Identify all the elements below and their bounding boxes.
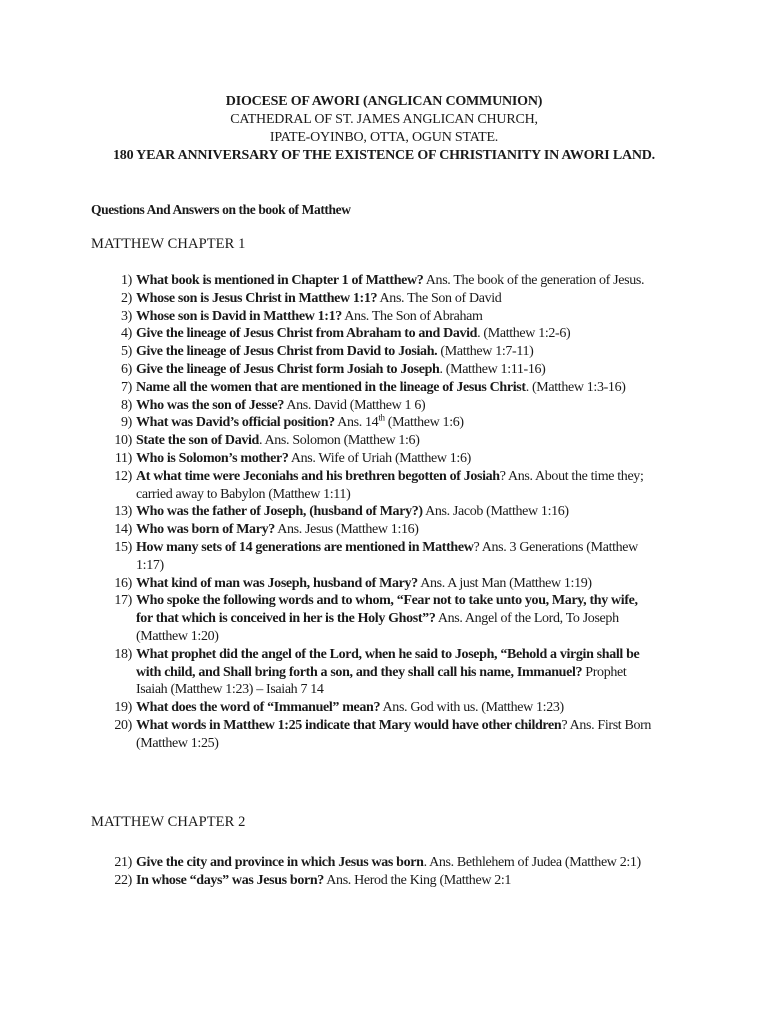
question-text xyxy=(136,592,656,645)
question-item xyxy=(0,432,768,450)
answer-text: . Ans. Bethlehem of Judea (Matthew 2:1) xyxy=(423,855,641,870)
ordinal-suffix: th xyxy=(378,412,385,423)
question-prompt: In whose “days” was Jesus born? xyxy=(136,872,324,888)
question-text xyxy=(136,290,656,308)
question-text xyxy=(136,539,656,575)
question-prompt: What kind of man was Joseph, husband of Mary? xyxy=(136,575,418,591)
question-item xyxy=(0,872,768,890)
question-prompt: Who was the son of Jesse? xyxy=(136,397,284,413)
answer-text: Ans. Herod the King (Matthew 2:1 xyxy=(323,872,512,888)
question-item xyxy=(0,699,768,717)
question-prompt: How many sets of 14 generations are mentioned in Matthew xyxy=(136,539,474,555)
question-item xyxy=(0,450,768,468)
answer-text: Prophet Isaiah (Matthew 1:23) – Isaiah 7 14 xyxy=(136,664,627,698)
question-text xyxy=(136,379,656,397)
question-number: 16) xyxy=(114,575,132,591)
question-text xyxy=(136,872,656,890)
answer-text: . Ans. Solomon (Matthew 1:6) xyxy=(258,433,420,449)
answer-text: . (Matthew 1:3-16) xyxy=(525,379,626,395)
question-text xyxy=(136,343,656,361)
chapter-2-heading: MATTHEW CHAPTER 2 xyxy=(91,814,246,830)
answer-text: . (Matthew 1:11-16) xyxy=(439,361,546,377)
question-number: 4) xyxy=(121,326,132,342)
question-item xyxy=(0,503,768,521)
answer-text: Ans. A just Man (Matthew 1:19) xyxy=(417,575,592,591)
question-item xyxy=(0,272,768,290)
question-item xyxy=(0,343,768,361)
document-subtitle: Questions And Answers on the book of Matthew xyxy=(91,202,351,217)
question-number: 18) xyxy=(114,646,132,662)
question-item xyxy=(0,717,768,753)
question-prompt: What was David’s official position? xyxy=(136,415,335,431)
question-number: 17) xyxy=(114,593,132,609)
question-text xyxy=(136,397,656,415)
chapter-1-question-list xyxy=(0,272,768,753)
question-text xyxy=(136,414,656,432)
answer-text: Ans. The book of the generation of Jesus. xyxy=(423,273,645,288)
answer-text: Ans. The Son of Abraham xyxy=(341,308,483,324)
question-prompt: Give the lineage of Jesus Christ from Abraham to and David xyxy=(136,326,478,342)
question-text xyxy=(136,503,656,521)
question-item xyxy=(0,854,768,872)
answer-reference: (Matthew 1:6) xyxy=(384,415,464,431)
question-prompt: Who spoke the following words and to whom, “Fear not to take unto you, Mary, thy wife, for that which is conceived in her is the Holy Ghost”? xyxy=(136,593,638,627)
question-text xyxy=(136,325,656,343)
question-number: 15) xyxy=(114,539,132,555)
question-item xyxy=(0,325,768,343)
question-number: 19) xyxy=(114,700,132,716)
question-item xyxy=(0,290,768,308)
question-prompt: Give the lineage of Jesus Christ form Josiah to Joseph xyxy=(136,361,440,377)
question-text xyxy=(136,854,656,872)
question-number: 3) xyxy=(121,308,132,324)
answer-text: ? Ans. 3 Generations (Matthew 1:17) xyxy=(136,539,638,573)
question-number: 10) xyxy=(114,433,132,449)
question-item xyxy=(0,539,768,575)
question-item xyxy=(0,414,768,432)
question-prompt: What does the word of “Immanuel” mean? xyxy=(136,700,381,716)
question-item xyxy=(0,468,768,504)
question-prompt: What words in Matthew 1:25 indicate that Mary would have other children xyxy=(136,717,562,733)
question-number: 11) xyxy=(114,450,132,466)
question-prompt: State the son of David xyxy=(136,433,259,449)
question-item xyxy=(0,646,768,699)
anniversary-title: 180 YEAR ANNIVERSARY OF THE EXISTENCE OF CHRISTIANITY IN AWORI LAND. xyxy=(113,148,655,163)
answer-text: Ans. Wife of Uriah (Matthew 1:6) xyxy=(288,450,471,466)
question-text xyxy=(136,521,656,539)
question-number: 20) xyxy=(114,717,132,733)
question-number: 5) xyxy=(121,344,132,360)
church-address: IPATE-OYINBO, OTTA, OGUN STATE. xyxy=(269,130,499,145)
question-number: 6) xyxy=(121,361,132,377)
question-item xyxy=(0,592,768,645)
document-header xyxy=(80,93,688,165)
question-number: 9) xyxy=(121,415,132,431)
question-text xyxy=(136,308,656,326)
question-item xyxy=(0,575,768,593)
question-item xyxy=(0,361,768,379)
cathedral-name: CATHEDRAL OF ST. JAMES ANGLICAN CHURCH, xyxy=(230,112,538,127)
question-number: 13) xyxy=(114,504,132,520)
question-text xyxy=(136,450,656,468)
question-number: 22) xyxy=(114,872,132,888)
question-text xyxy=(136,717,656,753)
question-prompt: Name all the women that are mentioned in the lineage of Jesus Christ xyxy=(136,379,526,395)
question-text xyxy=(136,468,656,504)
answer-text: (Matthew 1:7-11) xyxy=(437,344,534,360)
question-prompt: Give the lineage of Jesus Christ from David to Josiah. xyxy=(136,344,438,360)
question-prompt: Who was born of Mary? xyxy=(136,522,275,538)
answer-text: Ans. Jacob (Matthew 1:16) xyxy=(422,504,569,520)
chapter-1-heading: MATTHEW CHAPTER 1 xyxy=(91,236,246,252)
question-item xyxy=(0,521,768,539)
question-prompt: Who is Solomon’s mother? xyxy=(136,450,289,466)
question-number: 21) xyxy=(114,855,132,870)
question-prompt: Give the city and province in which Jesus was born xyxy=(136,855,424,870)
answer-text: Ans. God with us. (Matthew 1:23) xyxy=(380,700,564,716)
answer-text: ? Ans. About the time they; carried away to Babylon (Matthew 1:11) xyxy=(136,468,644,502)
question-prompt: At what time were Jeconiahs and his brethren begotten of Josiah xyxy=(136,468,500,484)
answer-text: Ans. 14 xyxy=(334,415,379,431)
question-text xyxy=(136,699,656,717)
question-number: 12) xyxy=(114,468,132,484)
question-item xyxy=(0,397,768,415)
question-prompt: What book is mentioned in Chapter 1 of Matthew? xyxy=(136,273,424,288)
question-text xyxy=(136,272,656,290)
answer-text: ? Ans. First Born (Matthew 1:25) xyxy=(136,717,652,751)
question-prompt: Who was the father of Joseph, (husband of Mary?) xyxy=(136,504,423,520)
answer-text: . (Matthew 1:2-6) xyxy=(477,326,571,342)
question-text xyxy=(136,361,656,379)
question-prompt: What prophet did the angel of the Lord, when he said to Joseph, “Behold a virgin shall be with child, and Shall bring forth a son, and they shall call his name, Immanuel? xyxy=(136,646,640,680)
chapter-2-question-list xyxy=(0,854,768,890)
question-item xyxy=(0,379,768,397)
question-prompt: Whose son is Jesus Christ in Matthew 1:1? xyxy=(136,290,378,306)
question-item xyxy=(0,308,768,326)
question-number: 7) xyxy=(121,379,132,395)
question-number: 2) xyxy=(121,290,132,306)
diocese-title: DIOCESE OF AWORI (ANGLICAN COMMUNION) xyxy=(225,94,543,109)
question-text xyxy=(136,646,656,699)
question-number: 14) xyxy=(114,522,132,538)
answer-text: Ans. Jesus (Matthew 1:16) xyxy=(274,522,419,538)
question-number: 8) xyxy=(121,397,132,413)
answer-text: Ans. Angel of the Lord, To Joseph (Matthew 1:20) xyxy=(136,611,619,644)
question-prompt: Whose son is David in Matthew 1:1? xyxy=(136,308,342,324)
answer-text: Ans. David (Matthew 1 6) xyxy=(283,397,426,413)
question-number: 1) xyxy=(121,273,132,288)
question-text xyxy=(136,575,656,593)
question-text xyxy=(136,432,656,450)
answer-text: Ans. The Son of David xyxy=(377,290,502,306)
